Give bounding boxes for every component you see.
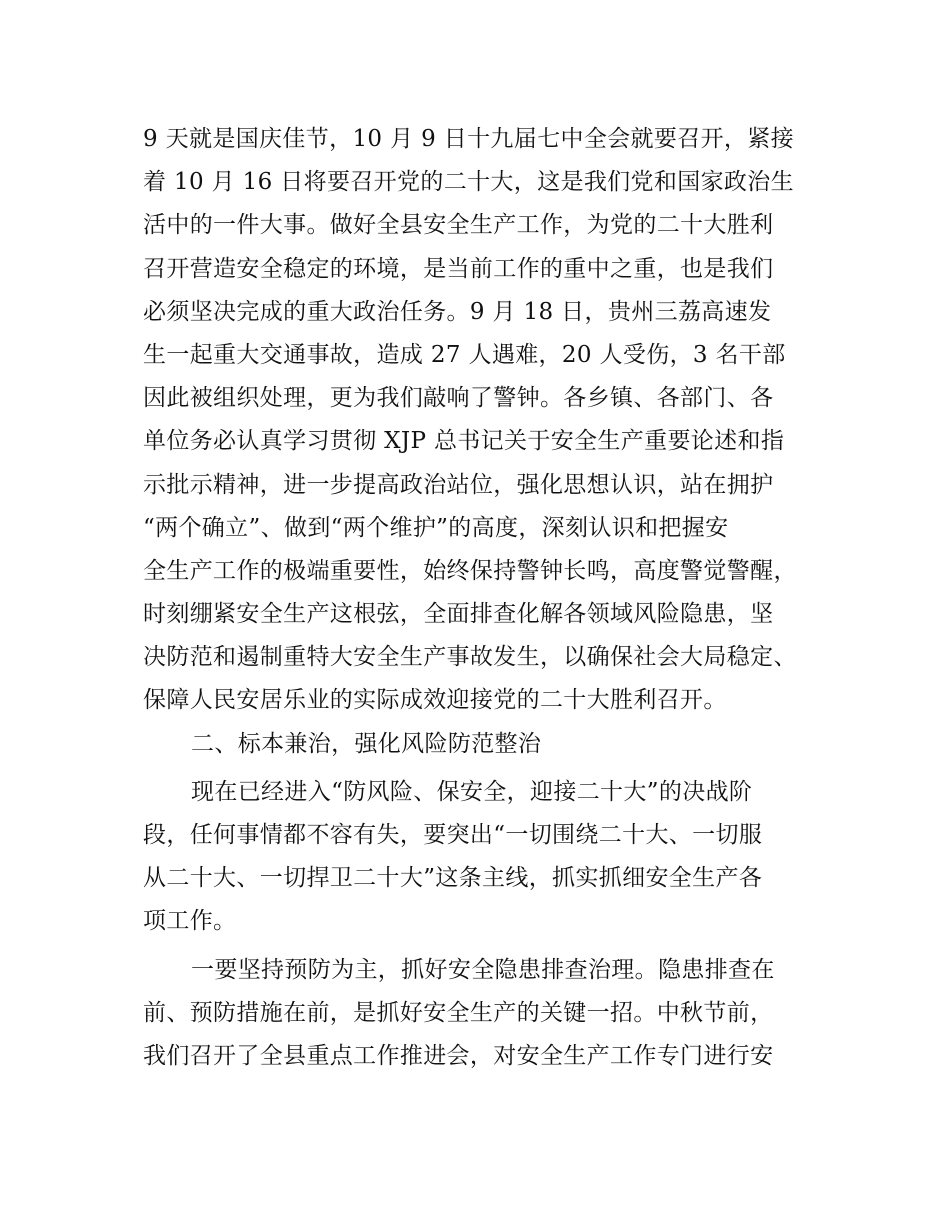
text-line: 因此被组织处理，更为我们敲响了警钟。各乡镇、各部门、各: [143, 385, 774, 412]
text-line: 着 10 月 16 日将要召开党的二十大，这是我们党和国家政治生: [143, 169, 794, 196]
text-line: 生一起重大交通事故，造成 27 人遇难，20 人受伤，3 名干部: [143, 341, 786, 368]
text-line: 时刻绷紧安全生产这根弦，全面排查化解各领域风险隐患，坚: [143, 601, 774, 628]
text-line: 必须坚决完成的重大政治任务。9 月 18 日，贵州三荔高速发: [143, 298, 772, 325]
document-page: [143, 118, 833, 1078]
text-line: 一要坚持预防为主，抓好安全隐患排查治理。隐患排查在: [191, 956, 775, 983]
text-line: 保障人民安居乐业的实际成效迎接党的二十大胜利召开。: [143, 687, 727, 714]
text-line: 段，任何事情都不容有失，要突出“一切围绕二十大、一切服: [143, 822, 763, 848]
text-line: 全生产工作的极端重要性，始终保持警钟长鸣，高度警觉警醒，: [143, 557, 797, 584]
section-heading: 二、标本兼治，强化风险防范整治: [191, 730, 542, 757]
text-line: 从二十大、一切捍卫二十大”这条主线，抓实抓细安全生产各: [143, 865, 763, 892]
text-line: 我们召开了全县重点工作推进会，对安全生产工作专门进行安: [143, 1042, 774, 1069]
text-line: 9 天就是国庆佳节，10 月 9 日十九届七中全会就要召开，紧接: [143, 126, 794, 152]
text-line: 决防范和遏制重特大安全生产事故发生，以确保社会大局稳定、: [143, 644, 797, 671]
text-line: 示批示精神，进一步提高政治站位，强化思想认识，站在拥护: [143, 471, 774, 498]
text-line: “两个确立”、做到“两个维护”的高度，深刻认识和把握安: [143, 514, 729, 541]
paragraph-1: [143, 118, 833, 723]
text-line: 现在已经进入“防风险、保安全，迎接二十大”的决战阶: [191, 778, 753, 805]
text-line: 单位务必认真学习贯彻 XJP 总书记关于安全生产重要论述和指: [143, 428, 785, 455]
text-line: 前、预防措施在前，是抓好安全生产的关键一招。中秋节前，: [143, 999, 774, 1026]
text-line: 项工作。: [143, 908, 237, 935]
text-line: 活中的一件大事。做好全县安全生产工作，为党的二十大胜利: [143, 212, 774, 239]
paragraph-3: [143, 949, 833, 1079]
paragraph-2: [143, 771, 833, 944]
text-line: 召开营造安全稳定的环境，是当前工作的重中之重，也是我们: [143, 255, 774, 282]
